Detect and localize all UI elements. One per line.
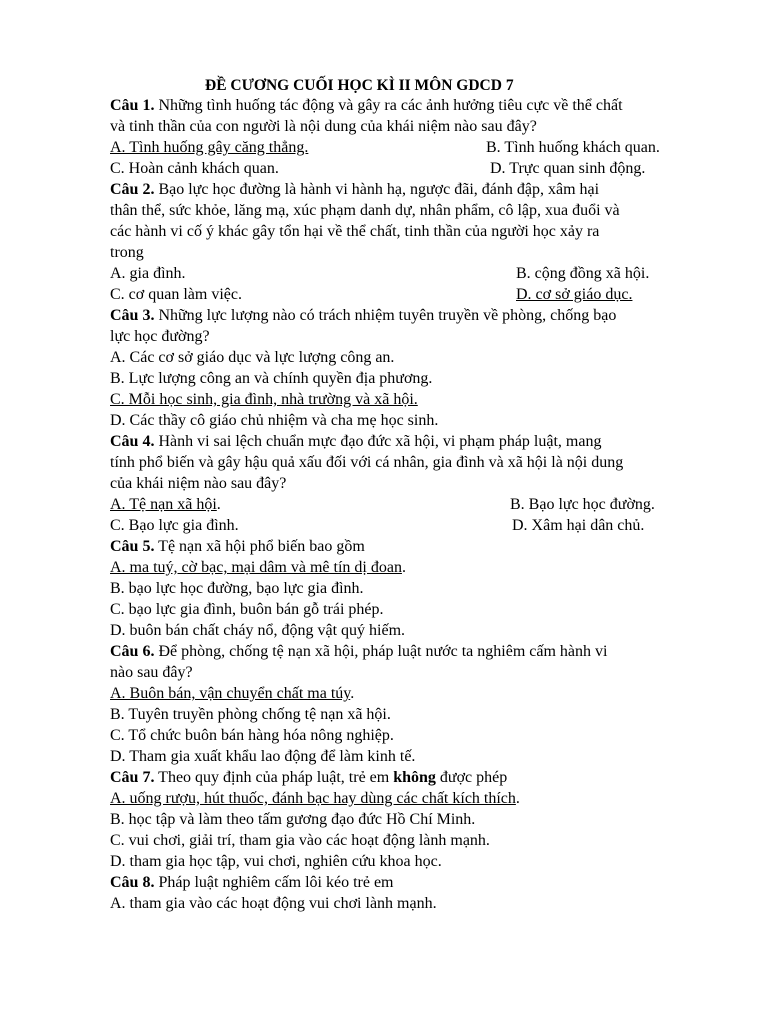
answer-d: D. Tham gia xuất khẩu lao động để làm kinh tế. xyxy=(110,748,416,765)
answer-b: B. Tình huống khách quan. xyxy=(486,139,660,156)
question-stem: Bạo lực học đường là hành vi hành hạ, ngược đãi, đánh đập, xâm hại xyxy=(158,181,600,198)
question-stem: của khái niệm nào sau đây? xyxy=(110,475,287,492)
answer-a: A. tham gia vào các hoạt động vui chơi lành mạnh. xyxy=(110,895,437,912)
answer-a: A. Tình huống gây căng thẳng. xyxy=(110,139,309,156)
answer-b: B. học tập và làm theo tấm gương đạo đức Hồ Chí Minh. xyxy=(110,811,476,828)
question-number: Câu 3. xyxy=(110,307,155,324)
question-7 xyxy=(110,767,690,872)
answer-b: B. cộng đồng xã hội. xyxy=(516,265,650,282)
answer-b: B. Tuyên truyền phòng chống tệ nạn xã hội. xyxy=(110,706,391,723)
answer-c: C. Bạo lực gia đình. xyxy=(110,517,239,534)
question-number: Câu 6. xyxy=(110,643,155,660)
question-list xyxy=(110,95,690,914)
answer-c: C. Tổ chức buôn bán hàng hóa nông nghiệp. xyxy=(110,727,394,744)
question-stem: trong xyxy=(110,244,144,261)
answer-a: A. Tệ nạn xã hội xyxy=(110,496,217,513)
question-number: Câu 1. xyxy=(110,97,155,114)
answer-d: D. Xâm hại dân chủ. xyxy=(512,517,645,534)
question-stem: Theo quy định của pháp luật, trẻ em xyxy=(158,769,394,786)
question-3 xyxy=(110,305,690,431)
answer-b: B. bạo lực học đường, bạo lực gia đình. xyxy=(110,580,364,597)
question-1 xyxy=(110,95,690,179)
question-4 xyxy=(110,431,690,536)
answer-d: D. tham gia học tập, vui chơi, nghiên cứu khoa học. xyxy=(110,853,442,870)
answer-c: C. Mỗi học sinh, gia đình, nhà trường và xã hội. xyxy=(110,391,418,408)
question-stem: thân thể, sức khỏe, lăng mạ, xúc phạm danh dự, nhân phẩm, cô lập, xua đuổi và xyxy=(110,202,620,219)
question-stem: Pháp luật nghiêm cấm lôi kéo trẻ em xyxy=(158,874,394,891)
question-stem: nào sau đây? xyxy=(110,664,193,681)
answer-d: D. Các thầy cô giáo chủ nhiệm và cha mẹ học sinh. xyxy=(110,412,439,429)
question-stem: các hành vi cố ý khác gây tổn hại về thể chất, tinh thần của người học xảy ra xyxy=(110,223,600,240)
question-stem: Tệ nạn xã hội phổ biến bao gồm xyxy=(158,538,365,555)
answer-a: A. gia đình. xyxy=(110,265,186,282)
question-stem: Để phòng, chống tệ nạn xã hội, pháp luật nước ta nghiêm cấm hành vi xyxy=(158,643,608,660)
question-stem-emphasis: không xyxy=(393,769,436,786)
answer-a: A. ma tuý, cờ bạc, mại dâm và mê tín dị đoan xyxy=(110,559,402,576)
answer-c: C. bạo lực gia đình, buôn bán gỗ trái phép. xyxy=(110,601,384,618)
answer-a-period: . xyxy=(216,496,221,513)
question-number: Câu 8. xyxy=(110,874,155,891)
answer-d: D. buôn bán chất cháy nổ, động vật quý hiếm. xyxy=(110,622,406,639)
question-number: Câu 7. xyxy=(110,769,155,786)
answer-c: C. cơ quan làm việc. xyxy=(110,286,242,303)
question-8 xyxy=(110,872,690,914)
answer-d: D. Trực quan sinh động. xyxy=(490,160,646,177)
question-stem: lực học đường? xyxy=(110,328,210,345)
answer-a: A. uống rượu, hút thuốc, đánh bạc hay dùng các chất kích thích xyxy=(110,790,516,807)
answer-a-period: . xyxy=(515,790,520,807)
answer-c: C. vui chơi, giải trí, tham gia vào các hoạt động lành mạnh. xyxy=(110,832,490,849)
question-stem: Những tình huống tác động và gây ra các ảnh hưởng tiêu cực về thể chất xyxy=(158,97,623,114)
question-6 xyxy=(110,641,690,767)
answer-d: D. cơ sở giáo dục. xyxy=(516,286,633,303)
answer-a-period: . xyxy=(350,685,355,702)
question-number: Câu 5. xyxy=(110,538,155,555)
question-stem: được phép xyxy=(435,769,508,786)
question-stem: tính phổ biến và gây hậu quả xấu đối với cá nhân, gia đình và xã hội là nội dung xyxy=(110,454,624,471)
answer-a: A. Buôn bán, vận chuyển chất ma túy xyxy=(110,685,351,702)
answer-a-period: . xyxy=(401,559,406,576)
answer-c: C. Hoàn cảnh khách quan. xyxy=(110,160,279,177)
question-stem: Hành vi sai lệch chuẩn mực đạo đức xã hội, vi phạm pháp luật, mang xyxy=(158,433,602,450)
answer-a: A. Các cơ sở giáo dục và lực lượng công an. xyxy=(110,349,395,366)
question-stem: Những lực lượng nào có trách nhiệm tuyên truyền về phòng, chống bạo xyxy=(158,307,617,324)
answer-b: B. Lực lượng công an và chính quyền địa phương. xyxy=(110,370,433,387)
question-2 xyxy=(110,179,690,305)
question-stem: và tinh thần của con người là nội dung của khái niệm nào sau đây? xyxy=(110,118,537,135)
question-number: Câu 2. xyxy=(110,181,155,198)
page-title: ĐỀ CƯƠNG CUỐI HỌC KÌ II MÔN GDCD 7 xyxy=(205,77,514,94)
answer-b: B. Bạo lực học đường. xyxy=(510,496,655,513)
question-5 xyxy=(110,536,690,641)
question-number: Câu 4. xyxy=(110,433,155,450)
